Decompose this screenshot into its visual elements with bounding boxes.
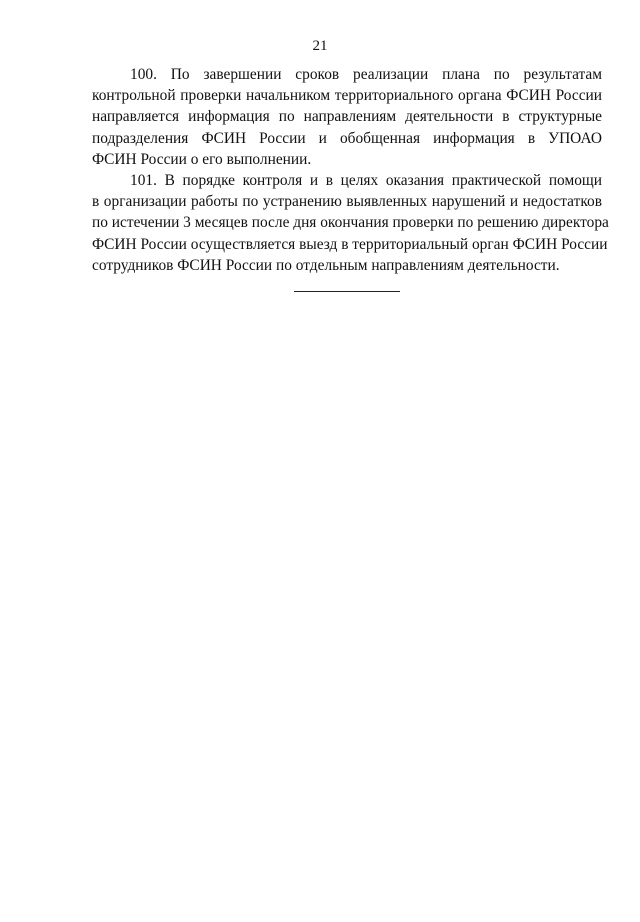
paragraph-line: направляется информация по направлениям деятельности в структурные [92, 108, 602, 126]
paragraph-line: 100. По завершении сроков реализации плана по результатам [130, 66, 602, 83]
paragraph-line: в организации работы по устранению выявленных нарушений и недостатков [92, 193, 602, 211]
paragraph-line: сотрудников ФСИН России по отдельным направлениям деятельности. [92, 256, 560, 274]
page-number: 21 [312, 38, 328, 54]
paragraph-101 [92, 170, 609, 276]
paragraph-line: ФСИН России о его выполнении. [92, 150, 312, 168]
paragraph-line: контрольной проверки начальником территориального органа ФСИН России [92, 87, 602, 105]
paragraph-100 [92, 64, 602, 170]
paragraph-line: подразделения ФСИН России и обобщенная информация в УПОАО [92, 129, 602, 147]
paragraph-line: по истечении 3 месяцев после дня окончания проверки по решению директора [92, 214, 609, 232]
document-body [92, 64, 609, 276]
paragraph-line: 101. В порядке контроля и в целях оказания практической помощи [130, 172, 602, 190]
paragraph-line: ФСИН России осуществляется выезд в территориальный орган ФСИН России [92, 235, 608, 253]
end-divider-line [294, 291, 400, 292]
